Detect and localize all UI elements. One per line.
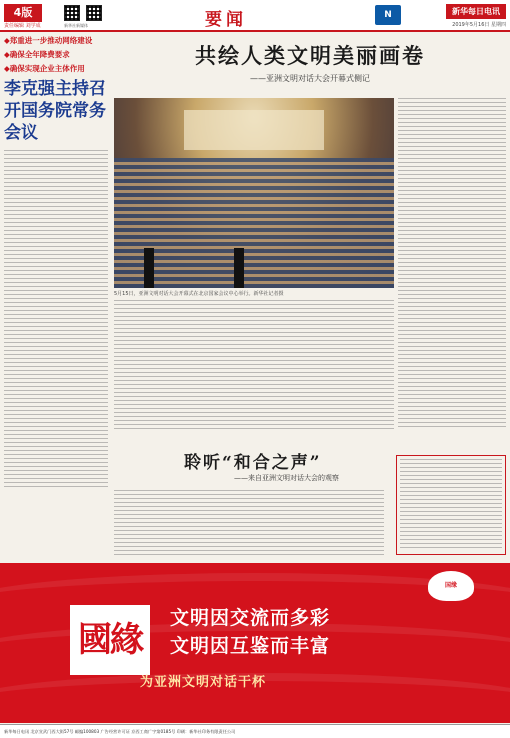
page-number: 4版 [4, 4, 42, 22]
quote-box [396, 455, 506, 555]
main-article-head [115, 40, 505, 84]
second-article [114, 440, 506, 560]
left-article [4, 36, 108, 556]
main-subheadline: ——亚洲文明对话大会开幕式侧记 [250, 74, 370, 83]
article-body-text [114, 490, 384, 555]
advertisement-banner[interactable] [0, 563, 510, 723]
brand-logo-icon: 国缘 [428, 571, 474, 601]
ad-slogan-line: 文明因互鉴而丰富 [170, 635, 331, 657]
second-subheadline: ——来自亚洲文明对话大会的观察 [234, 474, 339, 482]
second-headline: 聆听“和合之声” [184, 453, 322, 473]
ad-slogan-line: 文明因交流而多彩 [170, 607, 331, 629]
ad-tagline: 为亚洲文明对话干杯 [140, 675, 267, 690]
deck-item: ◆ 确保全年降费要求 [4, 50, 108, 60]
deck-item: ◆ 郑重进一步推动网络建设 [4, 36, 108, 46]
photo-stage [184, 110, 324, 150]
conference-photo [114, 98, 394, 288]
left-headline: 李克强主持召开国务院常务会议 [4, 79, 106, 143]
section-title: 要闻 [205, 10, 247, 30]
masthead: 新华每日电讯 [446, 4, 506, 19]
page-editor: 责任编辑 刘学成 [4, 23, 41, 29]
deck-item: ◆ 确保实现企业主体作用 [4, 64, 108, 74]
page-header [0, 0, 510, 32]
photo-camera [144, 248, 154, 288]
article-body-text [398, 98, 506, 428]
article-deck [4, 36, 108, 74]
quote-text [400, 459, 502, 551]
brand-seal: 國緣 [70, 605, 150, 675]
main-headline: 共绘人类文明美丽画卷 [195, 43, 425, 68]
photo-camera [234, 248, 244, 288]
qr-code-icon [86, 5, 102, 21]
qr-label: 新华社新媒体 [64, 23, 88, 28]
issue-date: 2019年5月16日 星期四 [452, 22, 506, 28]
page-footer: 新华每日电讯 北京宣武门西大街57号 邮编100803 广告经营许可证 京西工商广字第0185号 印刷：新华社印务有限责任公司 [0, 724, 510, 738]
photo-caption: 5月15日，亚洲文明对话大会开幕式在北京国家会议中心举行。新华社记者摄 [114, 291, 284, 297]
photo-audience [114, 158, 394, 288]
xinhua-logo-icon: N [375, 5, 401, 25]
article-body-text [114, 300, 394, 430]
qr-code-icon [64, 5, 80, 21]
article-body-text [4, 150, 108, 490]
